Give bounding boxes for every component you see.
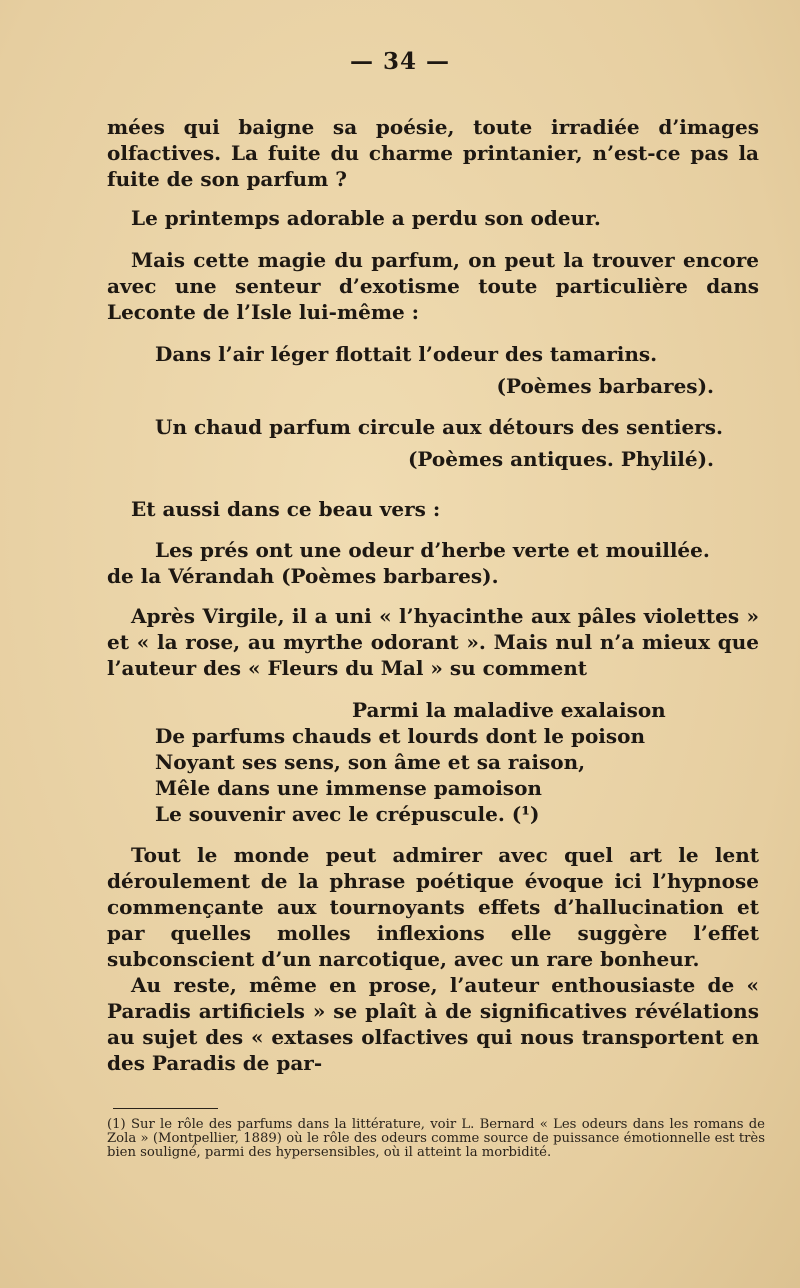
paragraph-1: mées qui baigne sa poésie, toute irradiée d’images olfactives. La fuite du charme printanier, n’est-ce pas la fuite de son parfum ?: [107, 115, 759, 191]
source-poemes-antiques: (Poèmes antiques. Phylilé).: [407, 447, 714, 471]
footnote-divider: [113, 1108, 218, 1109]
paragraph-2: Mais cette magie du parfum, on peut la trouver encore avec une senteur d’exotisme toute particulière dans Leconte de l’Isle lui-même :: [107, 248, 759, 324]
poem-line-3: Noyant ses sens, son âme et sa raison,: [155, 750, 586, 774]
verse-sentiers: Un chaud parfum circule aux détours des sentiers.: [155, 415, 723, 439]
verse-tamarins: Dans l’air léger flottait l’odeur des tamarins.: [155, 342, 658, 366]
poem-line-2: De parfums chauds et lourds dont le poison: [155, 724, 646, 748]
verse-pres: Les prés ont une odeur d’herbe verte et mouillée.: [155, 538, 710, 562]
quoted-verse-1: Le printemps adorable a perdu son odeur.: [131, 206, 601, 230]
source-verandah: de la Vérandah (Poèmes barbares).: [107, 564, 499, 588]
source-poemes-barbares: (Poèmes barbares).: [496, 374, 714, 398]
poem-line-1: Parmi la maladive exalaison: [352, 698, 666, 722]
poem-line-5: Le souvenir avec le crépuscule. (¹): [155, 802, 540, 826]
paragraph-6: Au reste, même en prose, l’auteur enthousiaste de « Paradis artificiels » se plaît à de significatives révélations au sujet des « extases olfactives qui nous transportent en des Paradis de par-: [107, 973, 759, 1075]
paragraph-3: Et aussi dans ce beau vers :: [131, 497, 441, 521]
paragraph-5: Tout le monde peut admirer avec quel art le lent déroulement de la phrase poétique évoque ici l’hypnose commençante aux tournoyants effets d’hallucination et par quelles molles inflexions elle suggère l’effet subconscient d’un narcotique, avec un rare bonheur.: [107, 843, 759, 971]
poem-line-4: Mêle dans une immense pamoison: [155, 776, 542, 800]
page-number: — 34 —: [349, 48, 451, 75]
footnote: (1) Sur le rôle des parfums dans la littérature, voir L. Bernard « Les odeurs dans les romans de Zola » (Montpellier, 1889) où le rôle des odeurs comme source de puissance émotionnelle est très bien souligné, parmi des hypersensibles, où il atteint la morbidité.: [107, 1117, 765, 1160]
paragraph-4: Après Virgile, il a uni « l’hyacinthe aux pâles violettes » et « la rose, au myrthe odorant ». Mais nul n’a mieux que l’auteur des « Fleurs du Mal » su comment: [107, 604, 759, 680]
